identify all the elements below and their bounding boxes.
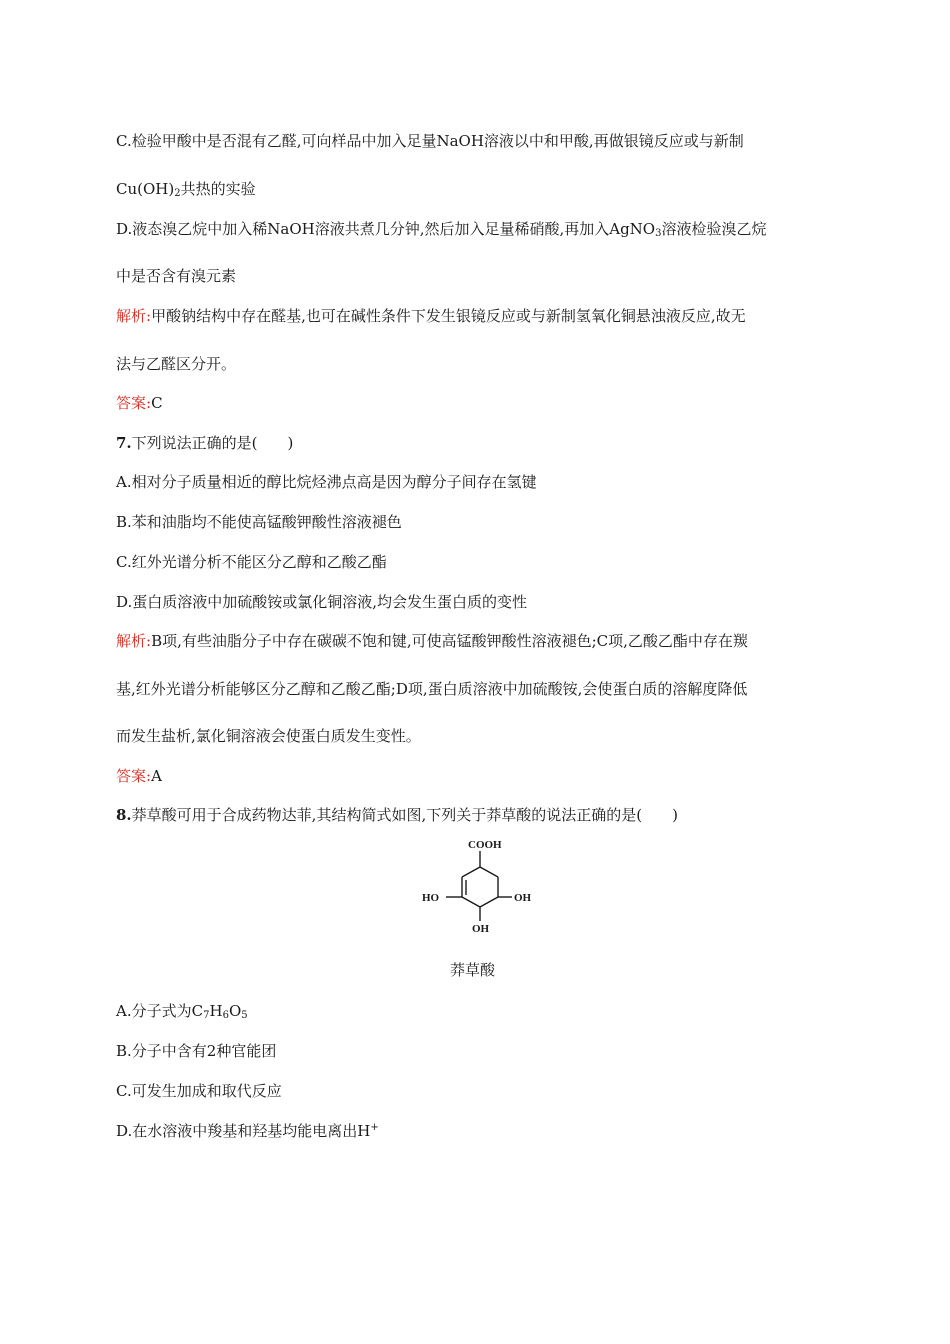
- analysis-line-2: 法与乙醛区分开。: [116, 355, 237, 373]
- answer-value: A: [151, 767, 162, 785]
- ring-bond: [480, 867, 498, 877]
- q7-option-d: D.蛋白质溶液中加硫酸铵或氯化铜溶液,均会发生蛋白质的变性: [116, 593, 528, 611]
- ring-bond: [462, 867, 480, 877]
- option-c-line-2: $Cu(OH)_2$共热的实验: [116, 180, 256, 199]
- cooh-label: COOH: [468, 839, 502, 851]
- analysis-label: 解析:: [116, 632, 152, 650]
- oh-bottom-label: OH: [472, 923, 490, 935]
- answer-label: 答案:: [116, 767, 152, 785]
- q7-option-b: B.苯和油脂均不能使高锰酸钾酸性溶液褪色: [116, 513, 402, 531]
- oh-right-label: OH: [514, 892, 532, 904]
- option-d-line-2: 中是否含有溴元素: [116, 267, 237, 285]
- q8-number: 8.: [116, 806, 132, 824]
- q7-stem: 7.下列说法正确的是( ): [116, 434, 294, 452]
- q8-option-b: B.分子中含有2种官能团: [116, 1042, 277, 1060]
- analysis-label: 解析:: [116, 307, 152, 325]
- ring-bond: [462, 897, 480, 907]
- q7-option-c: C.红外光谱分析不能区分乙醇和乙酸乙酯: [116, 553, 387, 571]
- q8-option-d: D.在水溶液中羧基和羟基均能电离出H+: [116, 1122, 379, 1140]
- q7-number: 7.: [116, 434, 132, 452]
- q8-option-a: A.分子式为$C_7H_6O_5$: [116, 1002, 248, 1021]
- q7-analysis-line-2: 基,红外光谱分析能够区分乙醇和乙酸乙酯;D项,蛋白质溶液中加硫酸铵,会使蛋白质的溶解度降低: [116, 680, 748, 698]
- ho-left-label: HO: [422, 892, 440, 904]
- q7-answer-line: [116, 766, 162, 786]
- analysis-line-1: 解析:甲酸钠结构中存在醛基,也可在碱性条件下发生银镜反应或与新制氢氧化铜悬浊液反应,故无: [116, 307, 746, 325]
- q8-option-c: C.可发生加成和取代反应: [116, 1082, 282, 1100]
- answer-line: [116, 393, 163, 413]
- answer-value: C: [151, 394, 163, 412]
- ring-bond: [480, 897, 498, 907]
- q7-analysis-line-1: 解析:B项,有些油脂分子中存在碳碳不饱和键,可使高锰酸钾酸性溶液褪色;C项,乙酸乙酯中存在羰: [116, 632, 748, 650]
- shikimic-acid-structure: [410, 835, 550, 935]
- option-d-line-1: D.液态溴乙烷中加入稀NaOH溶液共煮几分钟,然后加入足量稀硝酸,再加入AgNO$_3$溶液检验溴乙烷: [116, 220, 767, 239]
- q8-stem: 8.莽草酸可用于合成药物达菲,其结构简式如图,下列关于莽草酸的说法正确的是( ): [116, 806, 678, 824]
- q7-option-a: A.相对分子质量相近的醇比烷烃沸点高是因为醇分子间存在氢键: [116, 473, 537, 491]
- answer-label: 答案:: [116, 394, 152, 412]
- figure-caption: 莽草酸: [450, 961, 496, 979]
- q7-analysis-line-3: 而发生盐析,氯化铜溶液会使蛋白质发生变性。: [116, 727, 421, 745]
- option-c-line-1: C.检验甲酸中是否混有乙醛,可向样品中加入足量NaOH溶液以中和甲酸,再做银镜反应或与新制: [116, 132, 744, 150]
